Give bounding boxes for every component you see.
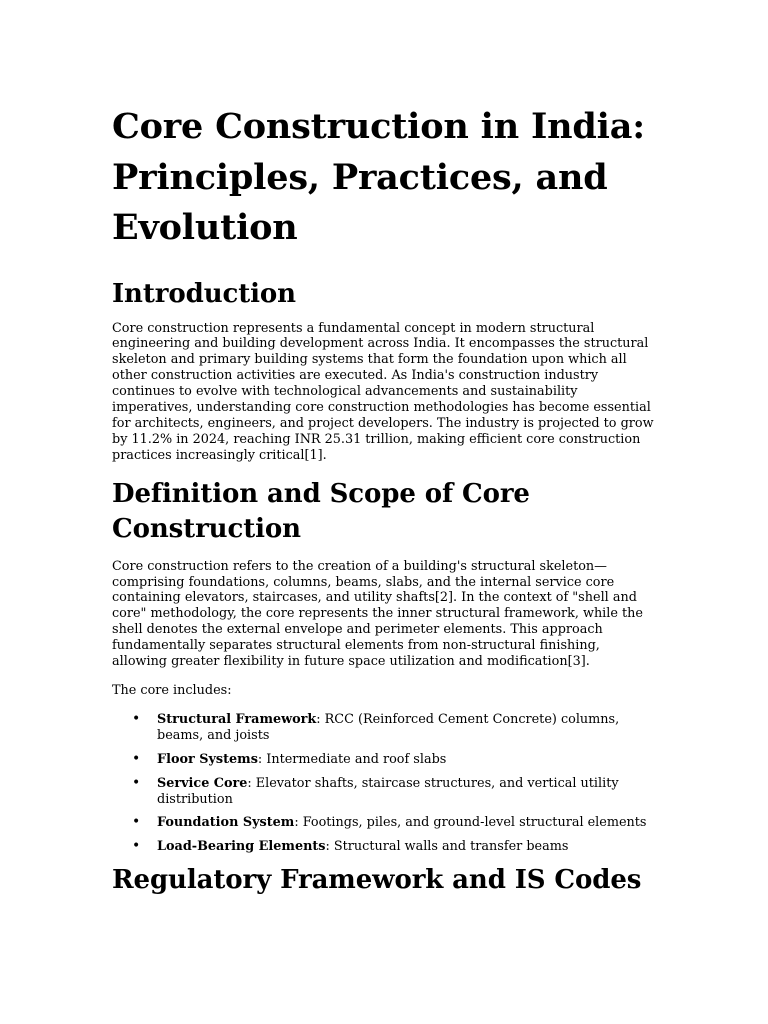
- list-item-description: : Elevator shafts, staircase structures, and vertical utility distribution: [157, 775, 619, 807]
- list-item: [132, 838, 657, 855]
- list-item: [132, 814, 657, 831]
- list-item-description: : Intermediate and roof slabs: [257, 751, 447, 767]
- list-item-term: Floor Systems: [157, 751, 258, 767]
- section-heading-introduction: Introduction: [112, 278, 296, 309]
- section-heading-definition-scope: Definition and Scope of Core Construction: [112, 478, 530, 544]
- list-item: [132, 750, 657, 768]
- list-item-term: Load-Bearing Elements: [157, 839, 326, 855]
- list-item-description: : RCC (Reinforced Cement Concrete) columns, beams, and joists: [157, 711, 620, 743]
- introduction-paragraph: Core construction represents a fundamental concept in modern structural engineering and building development across India. It encompasses the structural skeleton and primary building systems that form the foundation upon which all other construction activities are executed. As India's construction industry continues to evolve with technological advancements and sustainability imperatives, understanding core construction methodologies has become essential for architects, engineers, and project developers. The industry is projected to grow by 11.2% in 2024, reaching INR 25.31 trillion, making efficient core construction practices increasingly critical[1].: [112, 320, 654, 463]
- list-item: [132, 774, 657, 808]
- bullet-icon: •: [132, 750, 141, 767]
- document-page: [112, 102, 657, 898]
- list-item-description: : Footings, piles, and ground-level structural elements: [294, 815, 647, 831]
- bullet-icon: •: [132, 838, 141, 855]
- bullet-icon: •: [132, 774, 141, 791]
- core-elements-list: [112, 712, 657, 855]
- bullet-icon: •: [132, 814, 141, 831]
- list-item: [132, 710, 657, 744]
- list-item-term: Service Core: [157, 775, 248, 791]
- list-item-term: Foundation System: [157, 815, 295, 831]
- list-item-term: Structural Framework: [157, 711, 317, 727]
- definition-paragraph: Core construction refers to the creation of a building's structural skeleton—comprising foundations, columns, beams, slabs, and the internal service core containing elevators, staircases, and utility shafts[2]. In the context of "shell and core" methodology, the core represents the inner structural framework, while the shell denotes the external envelope and perimeter elements. This approach fundamentally separates structural elements from non-structural finishing, allowing greater flexibility in future space utilization and modification[3].: [112, 558, 643, 670]
- bullet-icon: •: [132, 710, 141, 727]
- section-heading-regulatory-framework: Regulatory Framework and IS Codes: [112, 865, 642, 896]
- document-title: Core Construction in India: Principles, Practices, and Evolution: [112, 106, 645, 248]
- list-item-description: : Structural walls and transfer beams: [325, 839, 569, 855]
- core-includes-lead: The core includes:: [112, 683, 232, 698]
